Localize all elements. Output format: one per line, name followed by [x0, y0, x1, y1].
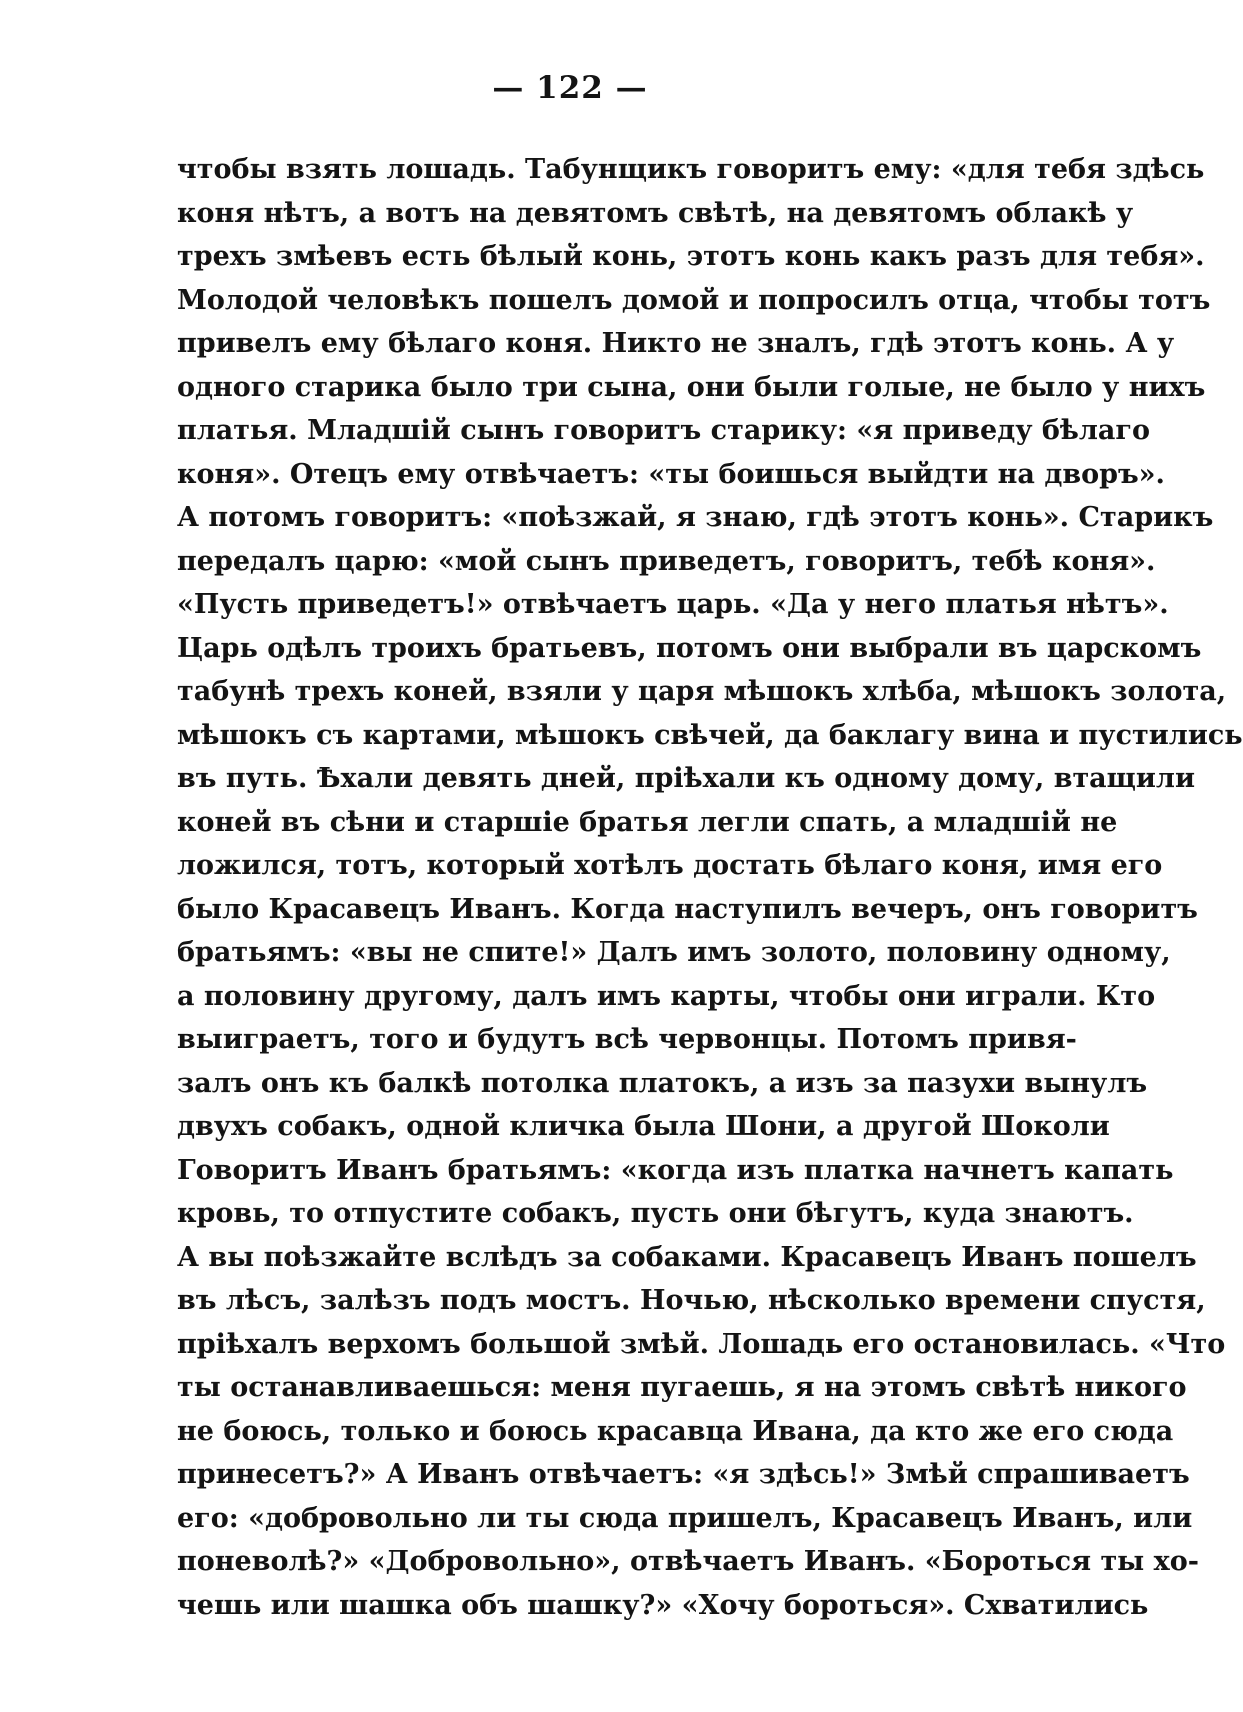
text-line: братьямъ: «вы не спите!» Далъ имъ золото, половину одному,: [177, 937, 1171, 968]
text-line: принесетъ?» А Иванъ отвѣчаетъ: «я здѣсь!» Змѣй спрашиваетъ: [177, 1459, 1190, 1490]
text-line: передалъ царю: «мой сынъ приведетъ, говоритъ, тебѣ коня».: [177, 545, 1156, 577]
text-line: коней въ сѣни и старшіе братья легли спать, а младшій не: [177, 806, 1118, 838]
text-line: Говоритъ Иванъ братьямъ: «когда изъ платка начнетъ капать: [177, 1154, 1174, 1186]
text-line: А вы поѣзжайте вслѣдъ за собаками. Красавецъ Иванъ пошелъ: [177, 1241, 1197, 1273]
text-line: было Красавецъ Иванъ. Когда наступилъ вечеръ, онъ говоритъ: [177, 893, 1198, 925]
text-line: Молодой человѣкъ пошелъ домой и попросилъ отца, чтобы тотъ: [177, 284, 1211, 316]
text-line: коня». Отецъ ему отвѣчаетъ: «ты боишься выйдти на дворъ».: [177, 458, 1165, 490]
text-line: коня нѣтъ, а вотъ на девятомъ свѣтѣ, на девятомъ облакѣ у: [177, 197, 1134, 229]
text-line: его: «добровольно ли ты сюда пришелъ, Красавецъ Иванъ, или: [177, 1502, 1193, 1534]
text-line: выиграетъ, того и будутъ всѣ червонцы. Потомъ привя-: [177, 1024, 1077, 1055]
text-line: А потомъ говоритъ: «поѣзжай, я знаю, гдѣ этотъ конь». Старикъ: [177, 502, 1214, 533]
text-line: чтобы взять лошадь. Табунщикъ говоритъ ему: «для тебя здѣсь: [177, 154, 1205, 185]
text-line: а половину другому, далъ имъ карты, чтобы они играли. Кто: [177, 980, 1156, 1012]
text-line: не боюсь, только и боюсь красавца Ивана, да кто же его сюда: [177, 1415, 1174, 1447]
text-line: трехъ змѣевъ есть бѣлый конь, этотъ конь какъ разъ для тебя».: [177, 241, 1205, 272]
body-text: [177, 148, 1243, 1627]
text-line: ты останавливаешься: меня пугаешь, я на этомъ свѣтѣ никого: [177, 1372, 1187, 1403]
text-line: табунѣ трехъ коней, взяли у царя мѣшокъ хлѣба, мѣшокъ золота,: [177, 676, 1227, 707]
text-line: поневолѣ?» «Добровольно», отвѣчаетъ Иванъ. «Бороться ты хо-: [177, 1546, 1199, 1577]
text-line: залъ онъ къ балкѣ потолка платокъ, а изъ за пазухи вынулъ: [177, 1067, 1148, 1099]
text-line: ложился, тотъ, который хотѣлъ достать бѣлаго коня, имя его: [177, 850, 1163, 881]
text-line: пріѣхалъ верхомъ большой змѣй. Лошадь его остановилась. «Что: [177, 1328, 1226, 1360]
text-line: привелъ ему бѣлаго коня. Никто не зналъ, гдѣ этотъ конь. А у: [177, 328, 1175, 359]
text-line: «Пусть приведетъ!» отвѣчаетъ царь. «Да у него платья нѣтъ».: [177, 589, 1169, 620]
text-line: двухъ собакъ, одной кличка была Шони, а другой Шоколи: [177, 1111, 1110, 1142]
text-line: въ лѣсъ, залѣзъ подъ мостъ. Ночью, нѣсколько времени спустя,: [177, 1285, 1206, 1316]
page-number: — 122 —: [492, 70, 648, 106]
text-line: платья. Младшій сынъ говоритъ старику: «я приведу бѣлаго: [177, 415, 1150, 446]
text-line: кровь, то отпустите собакъ, пусть они бѣгутъ, куда знаютъ.: [177, 1198, 1134, 1229]
text-line: одного старика было три сына, они были голые, не было у нихъ: [177, 371, 1206, 403]
text-line: чешь или шашка объ шашку?» «Хочу бороться». Схватились: [177, 1589, 1149, 1621]
text-line: въ путь. Ѣхали девять дней, пріѣхали къ одному дому, втащили: [177, 763, 1195, 794]
text-line: мѣшокъ съ картами, мѣшокъ свѣчей, да баклагу вина и пустились: [177, 719, 1243, 751]
text-line: Царь одѣлъ троихъ братьевъ, потомъ они выбрали въ царскомъ: [177, 632, 1202, 664]
